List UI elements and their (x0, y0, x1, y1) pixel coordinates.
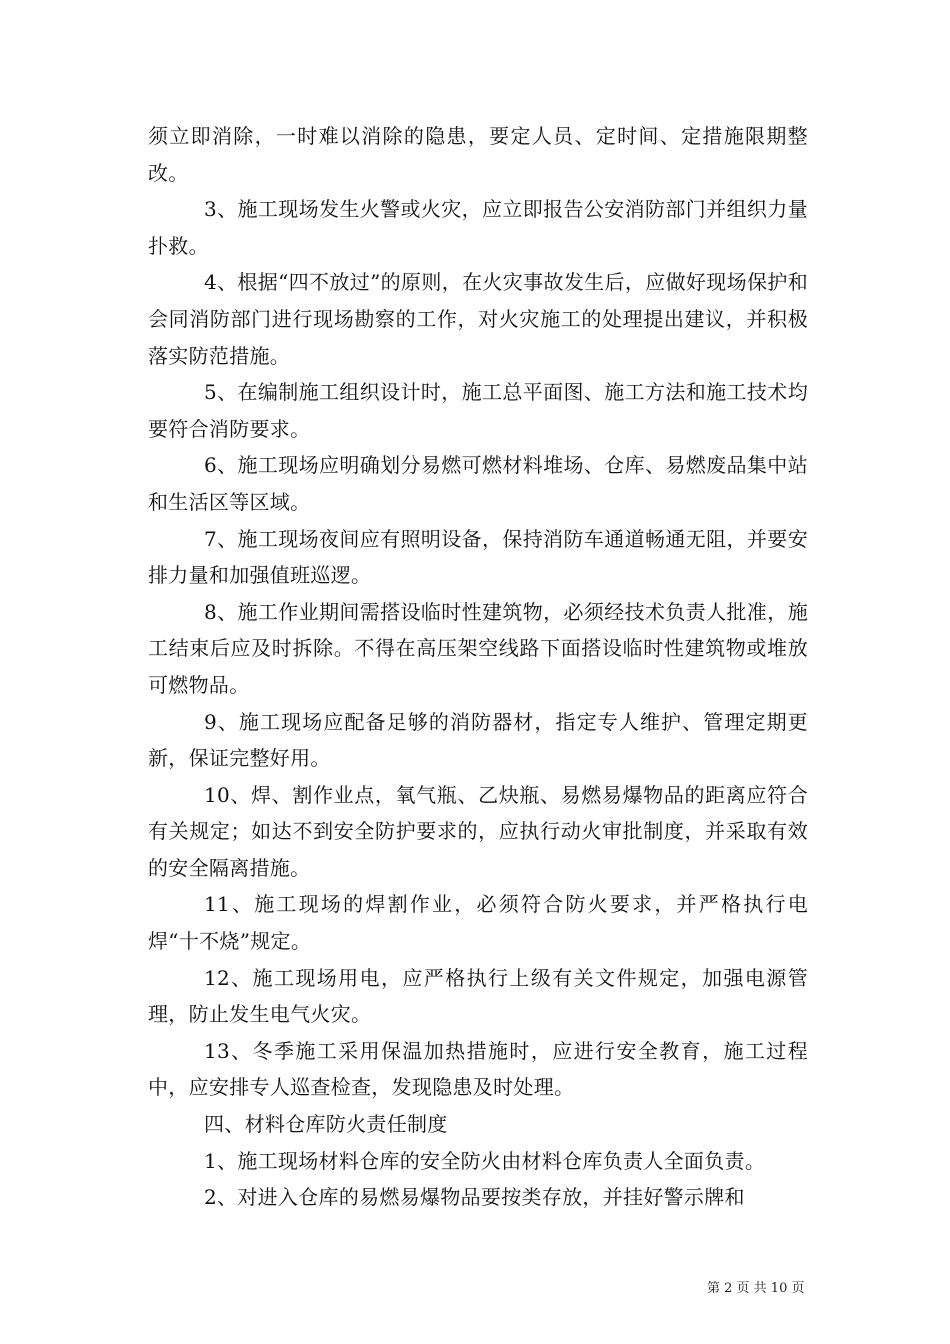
paragraph: 2、对进入仓库的易燃易爆物品要按类存放，并挂好警示牌和 (204, 1185, 745, 1210)
document-body (148, 118, 808, 1216)
section-heading: 四、材料仓库防火责任制度 (204, 1112, 448, 1137)
page-number-footer: 第 2 页 共 10 页 (707, 1281, 805, 1296)
paragraph: 10、焊、割作业点，氧气瓶、乙炔瓶、易燃易爆物品的距离应符合有关规定；如达不到安全防护要求的，应执行动火审批制度，并采取有效的安全隔离措施。 (148, 782, 808, 880)
paragraph: 12、施工现场用电，应严格执行上级有关文件规定，加强电源管理，防止发生电气火灾。 (148, 965, 808, 1027)
paragraph: 11、施工现场的焊割作业，必须符合防火要求，并严格执行电焊“十不烧”规定。 (148, 892, 808, 954)
paragraph: 1、施工现场材料仓库的安全防火由材料仓库负责人全面负责。 (204, 1148, 766, 1173)
paragraph: 9、施工现场应配备足够的消防器材，指定专人维护、管理定期更新，保证完整好用。 (148, 709, 808, 771)
paragraph: 4、根据“四不放过”的原则，在火灾事故发生后，应做好现场保护和会同消防部门进行现场勘察的工作，对火灾施工的处理提出建议，并积极落实防范措施。 (148, 270, 808, 368)
paragraph: 8、施工作业期间需搭设临时性建筑物，必须经技术负责人批准，施工结束后应及时拆除。不得在高压架空线路下面搭设临时性建筑物或堆放可燃物品。 (148, 599, 808, 697)
paragraph: 3、施工现场发生火警或火灾，应立即报告公安消防部门并组织力量扑救。 (148, 197, 808, 258)
paragraph: 7、施工现场夜间应有照明设备，保持消防车通道畅通无阻，并要安排力量和加强值班巡逻。 (148, 526, 808, 588)
paragraph: 6、施工现场应明确划分易燃可燃材料堆场、仓库、易燃废品集中站和生活区等区域。 (148, 453, 808, 514)
paragraph: 5、在编制施工组织设计时，施工总平面图、施工方法和施工技术均要符合消防要求。 (148, 380, 808, 441)
paragraph: 13、冬季施工采用保温加热措施时，应进行安全教育，施工过程中，应安排专人巡查检查，发现隐患及时处理。 (148, 1038, 808, 1100)
paragraph: 须立即消除，一时难以消除的隐患，要定人员、定时间、定措施限期整改。 (148, 124, 808, 185)
